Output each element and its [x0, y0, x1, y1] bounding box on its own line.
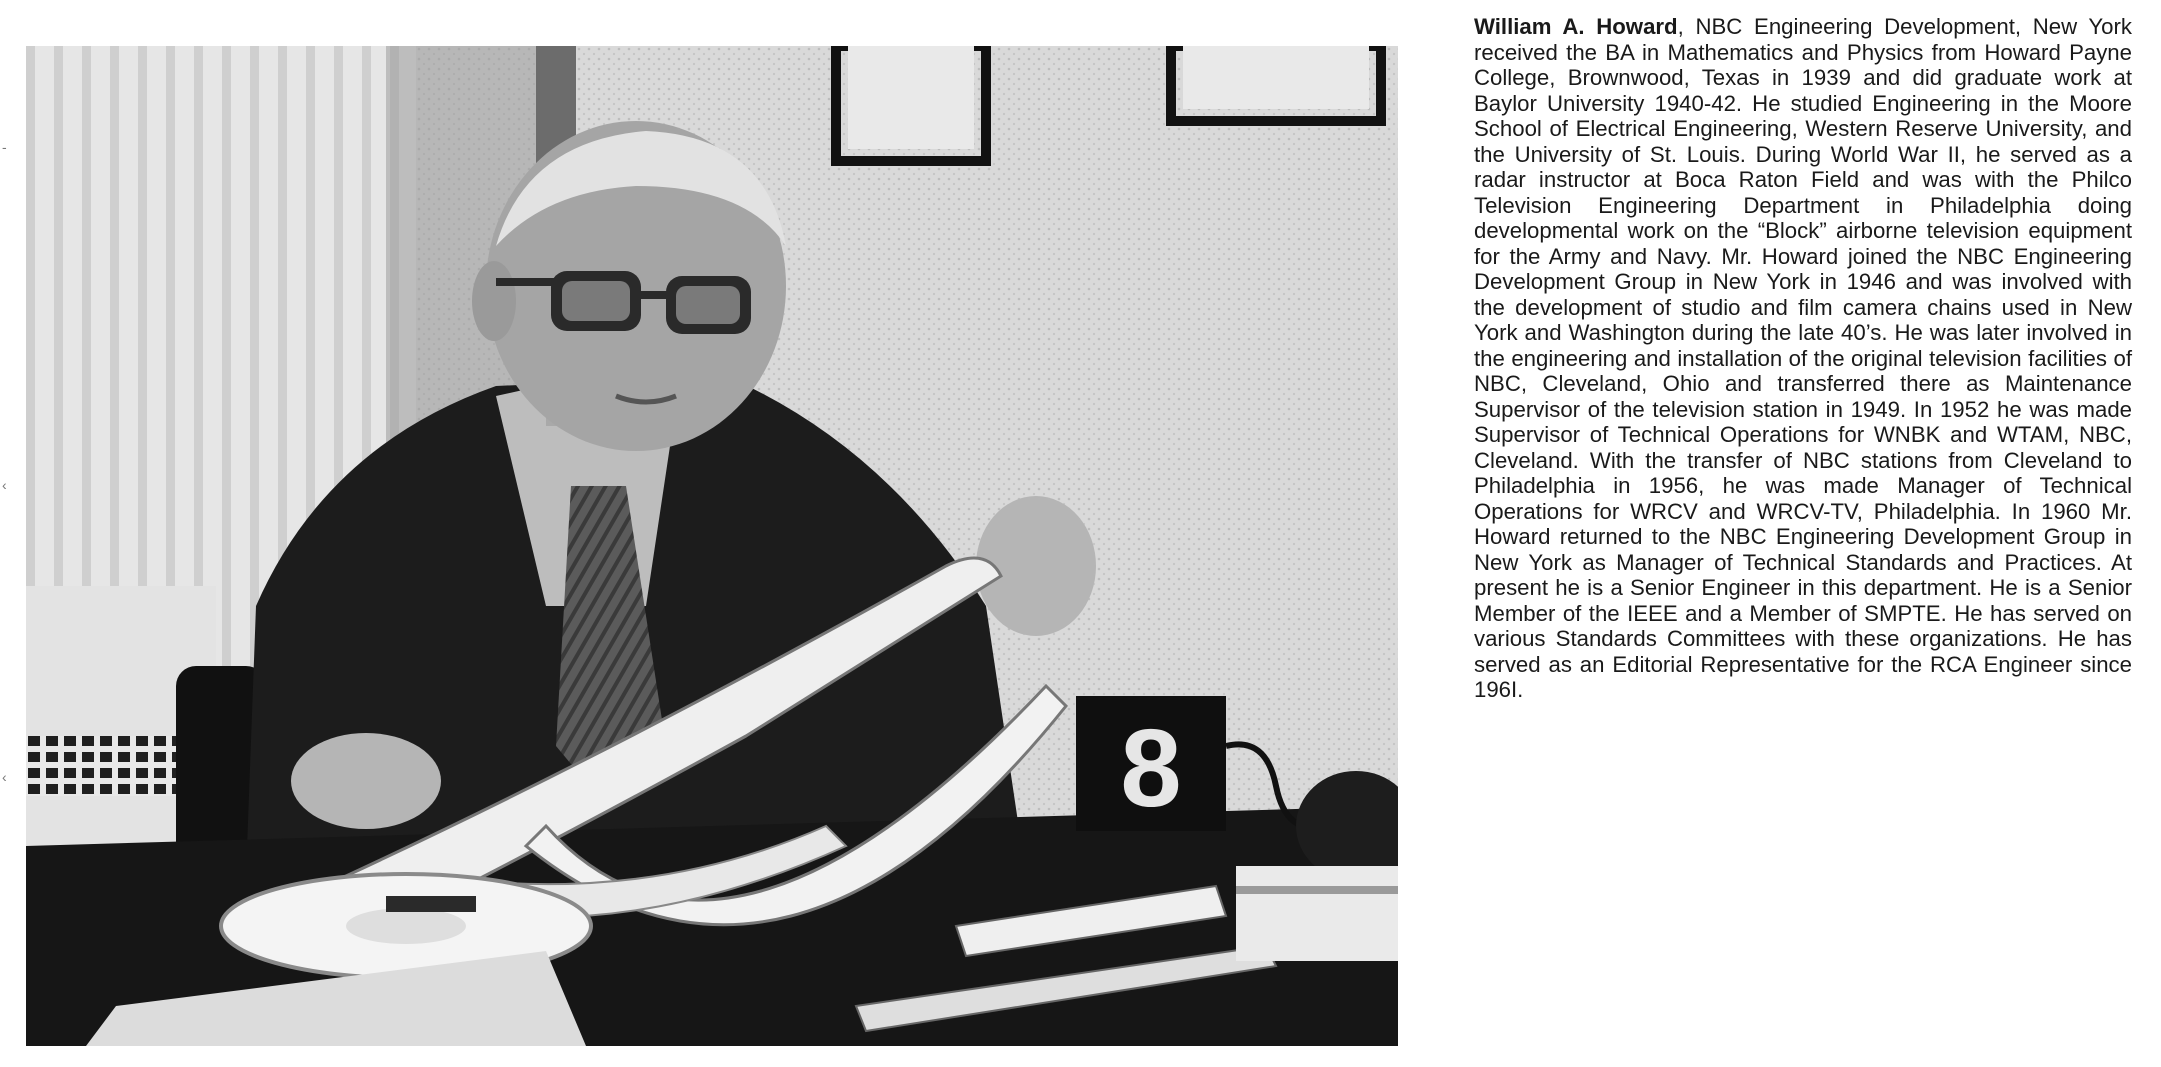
portrait-photo-illustration [26, 46, 1398, 1046]
biography-paragraph [1474, 14, 2132, 1054]
portrait-photo [26, 46, 1398, 1046]
bio-text: , NBC Engineering Development, New York received the BA in Mathematics and Physics from Howard Payne College, Brownwood, Texas in 1939 and did graduate work at Baylor University 1940-42. He studied Engineering in the Moore School of Electrical Engineering, Western Reserve University, and the University of St. Louis. During World War II, he served as a radar instructor at Boca Raton Field and was with the Philco Television Engineering Department in Philadelphia doing developmental work on the “Block” airborne television equipment for the Army and Navy. Mr. Howard joined the NBC Engineering Development Group in New York in 1946 and was involved with the development of studio and film camera chains used in New York and Washington during the late 40’s. He was later involved in the engineering and installation of the original television facilities of NBC, Cleveland, Ohio and transferred there as Maintenance Supervisor of the television station in 1949. In 1952 he was made Supervisor of Technical Operations for WNBK and WTAM, NBC, Cleveland. With the transfer of NBC stations from Cleveland to Philadelphia in 1956, he was made Manager of Technical Operations for WRCV and WRCV-TV, Philadelphia. In 1960 Mr. Howard returned to the NBC Engineering Development Group in New York as Manager of Technical Standards and Practices. At present he is a Senior Engineer in this department. He is a Senior Member of the IEEE and a Member of SMPTE. He has served on various Standards Committees with these organizations. He has served as an Editorial Representative for the RCA Engineer since 196I. [1474, 14, 2133, 702]
margin-mark-middle: ‹ [2, 477, 7, 493]
bio-name: William A. Howard [1474, 14, 1678, 39]
margin-mark-bottom: ‹ [2, 769, 7, 785]
margin-mark-top: - [2, 139, 7, 155]
desk-block-number: 8 [1120, 707, 1182, 830]
